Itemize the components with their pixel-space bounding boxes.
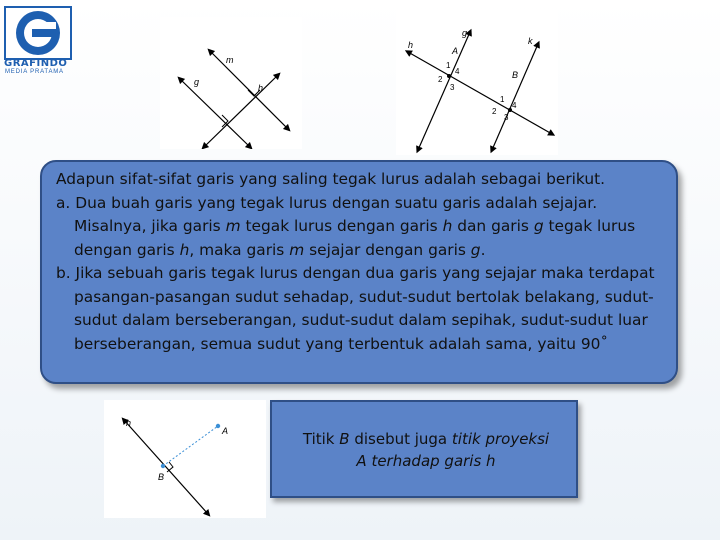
- note-part1: Titik: [302, 430, 340, 448]
- label-A: A: [452, 46, 459, 56]
- angle-a1: 1: [446, 61, 451, 70]
- item-a-part7: .: [480, 240, 486, 259]
- note-line-2: [284, 450, 568, 472]
- note-term: titik proyeksi: [451, 430, 550, 448]
- label-h: h: [408, 40, 414, 50]
- label-h: h: [126, 418, 132, 428]
- angle-a3: 3: [450, 83, 455, 92]
- figure-2-diagram: [396, 10, 558, 155]
- label-g: g: [194, 77, 200, 87]
- item-a-part5: , maka garis: [189, 240, 290, 259]
- logo-tagline: MEDIA PRATAMA: [5, 69, 64, 75]
- item-a-part4: tegak lurus dengan garis: [74, 217, 636, 259]
- label-B: B: [158, 472, 165, 482]
- item-b: b. Jika sebuah garis tegak lurus dengan dua garis yang sejajar maka terdapat pasangan-pasangan sudut sehadap, sudut-sudut bertolak belakang, sudut-sudut dalam berseberangan, sudut-sudut dalam sepihak, sudut-sudut luar berseberangan, semua sudut yang terbentuk adalah sama, yaitu 90˚: [56, 264, 655, 353]
- angle-a2: 2: [438, 75, 443, 84]
- item-a-part1: a. Dua buah garis yang tegak lurus dengan suatu garis adalah sejajar. Misalnya, jika garis: [56, 193, 598, 235]
- item-a-h2: h: [179, 240, 190, 259]
- intro-text: Adapun sifat-sifat garis yang saling tegak lurus adalah sebagai berikut.: [56, 170, 606, 188]
- angle-b2: 2: [492, 107, 497, 116]
- figure-transversal: [396, 10, 558, 155]
- item-a-m: m: [225, 217, 241, 235]
- item-a-m2: m: [289, 240, 305, 259]
- item-a-part2: tegak lurus dengan garis: [240, 217, 443, 235]
- item-a-h: h: [442, 217, 453, 235]
- label-A: A: [222, 426, 229, 436]
- figure-1-diagram: [160, 17, 302, 149]
- label-m: m: [226, 55, 234, 65]
- note-B: B: [339, 430, 350, 448]
- item-a-g: g: [533, 217, 544, 235]
- label-k: k: [528, 36, 533, 46]
- item-a: [56, 192, 666, 263]
- item-a-part3: dan garis: [452, 217, 534, 235]
- angle-b1: 1: [500, 95, 505, 104]
- logo-name: GRAFINDO: [4, 58, 68, 69]
- projection-note-box: [270, 400, 578, 498]
- note-line2-text: A terhadap garis h: [356, 452, 496, 470]
- projection-note: [284, 428, 568, 472]
- properties-box: [40, 160, 678, 384]
- figure-projection: [104, 400, 266, 518]
- label-g: g: [462, 28, 468, 38]
- angle-a4: 4: [455, 67, 460, 76]
- angle-b3: 3: [504, 113, 509, 122]
- item-a-g2: g: [470, 240, 481, 259]
- note-line-1: [284, 428, 568, 450]
- figure-3-diagram: [104, 400, 266, 518]
- angle-b4: 4: [512, 101, 517, 110]
- item-a-part6: sejajar dengan garis: [304, 240, 471, 259]
- figure-parallel-lines: [160, 17, 302, 149]
- label-B: B: [512, 70, 519, 80]
- note-part2: disebut juga: [349, 430, 452, 448]
- label-h: h: [258, 83, 264, 93]
- properties-text: [56, 168, 666, 356]
